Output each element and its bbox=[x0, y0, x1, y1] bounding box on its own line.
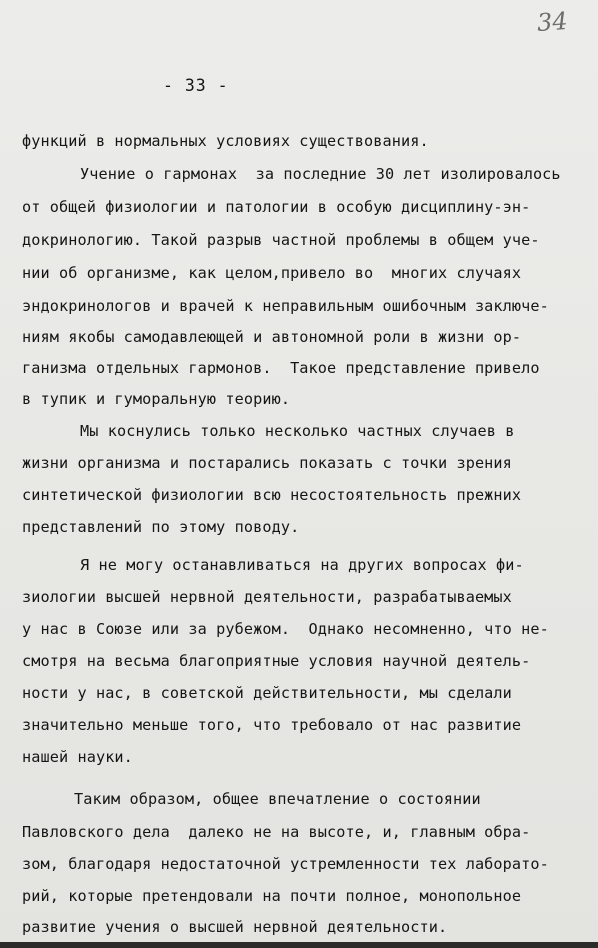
text-line: у нас в Союзе или за рубежом. Однако несомненно, что не- bbox=[22, 620, 549, 638]
page-number: - 33 - bbox=[163, 76, 229, 95]
text-line: синтетической физиологии всю несостоятельность прежних bbox=[22, 486, 522, 504]
text-line: Павловского дела далеко не на высоте, и, главным обра- bbox=[22, 823, 531, 841]
text-line: Таким образом, общее впечатление о состоянии bbox=[74, 790, 481, 808]
text-line: нашей науки. bbox=[22, 748, 133, 766]
page-bottom-edge bbox=[0, 942, 598, 948]
handwritten-folio-number: 34 bbox=[536, 6, 569, 38]
text-line: эндокринологов и врачей к неправильным ошибочным заключе- bbox=[22, 297, 549, 315]
text-line: докринологию. Такой разрыв частной проблемы в общем уче- bbox=[22, 231, 540, 249]
text-line: нии об организме, как целом,привело во многих случаях bbox=[22, 264, 522, 282]
text-line: значительно меньше того, что требовало от нас развитие bbox=[22, 716, 522, 734]
text-line: Мы коснулись только несколько частных случаев в bbox=[80, 422, 515, 440]
text-line: зом, благодаря недостаточной устремленности тех лаборато- bbox=[22, 855, 549, 873]
text-line: представлений по этому поводу. bbox=[22, 518, 300, 536]
text-line: рий, которые претендовали на почти полное, монопольное bbox=[22, 887, 522, 905]
text-line: ниям якобы самодавлеющей и автономной роли в жизни ор- bbox=[22, 328, 522, 346]
text-line: зиологии высшей нервной деятельности, разрабатываемых bbox=[22, 588, 512, 606]
text-line: смотря на весьма благоприятные условия научной деятель- bbox=[22, 652, 531, 670]
text-line: Учение о гармонах за последние 30 лет изолировалось bbox=[80, 165, 561, 183]
text-line: ганизма отдельных гармонов. Такое представление привело bbox=[22, 359, 540, 377]
text-line: развитие учения о высшей нервной деятельности. bbox=[22, 918, 448, 936]
text-line: функций в нормальных условиях существования. bbox=[22, 132, 429, 150]
text-line: в тупик и гуморальную теорию. bbox=[22, 390, 291, 408]
text-line: жизни организма и постарались показать с точки зрения bbox=[22, 454, 512, 472]
text-line: ности у нас, в советской действительности, мы сделали bbox=[22, 684, 512, 702]
text-line: от общей физиологии и патологии в особую дисциплину-эн- bbox=[22, 198, 531, 216]
text-line: Я не могу останавливаться на других вопросах фи- bbox=[80, 556, 524, 574]
